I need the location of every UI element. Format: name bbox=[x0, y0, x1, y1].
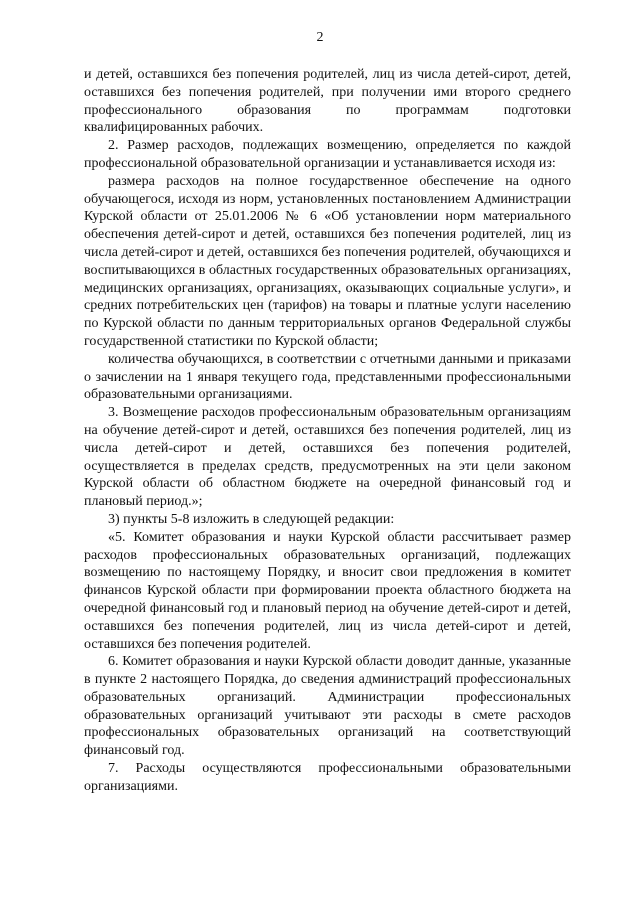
paragraph-amendment-intro: 3) пункты 5-8 изложить в следующей редакции: bbox=[108, 511, 395, 527]
paragraph-continuation: и детей, оставшихся без попечения родителей, лиц из числа детей-сирот, детей, оставшихся без попечения родителей, при получении ими второго среднего профессионального образования по программам подготовки квалифицированных рабочих. bbox=[84, 67, 571, 136]
paragraph-item-2: 2. Размер расходов, подлежащих возмещению, определяется по каждой профессиональной образовательной организации и устанавливается исходя из: bbox=[84, 138, 571, 171]
paragraph-item-3: 3. Возмещение расходов профессиональным образовательным организациям на обучение детей-сирот и детей, оставшихся без попечения родителей, лиц из числа детей-сирот и детей, оставшихся без попечения родителей, осуществляется в пределах средств, предусмотренных на эти цели законом Курской области об областном бюджете на очередной финансовый год и плановый период.»; bbox=[84, 405, 571, 510]
paragraph-expense-size: размера расходов на полное государственное обеспечение на одного обучающегося, исходя из норм, установленных постановлением Администрации Курской области от 25.01.2006 № 6 «Об установлении норм материального обеспечения детей-сирот и детей, оставшихся без попечения родителей, лиц из числа детей-сирот и детей, оставшихся без попечения родителей, обучающихся и воспитывающихся в областных государственных образовательных организациях, медицинских организациях, организациях, оказывающих социальные услуги», и средних потребительских цен (тарифов) на товары и платные услуги населению по Курской области по данным территориальных органов Федеральной службы государственной статистики по Курской области; bbox=[84, 173, 571, 349]
document-body bbox=[84, 66, 571, 796]
paragraph-item-5: «5. Комитет образования и науки Курской области рассчитывает размер расходов профессиональных образовательных организаций, подлежащих возмещению по настоящему Порядку, и вносит свои предложения в комитет финансов Курской области при формировании проекта областного бюджета на очередной финансовый год и плановый период на обучение детей-сирот и детей, оставшихся без попечения родителей, лиц из числа детей-сирот и детей, оставшихся без попечения родителей. bbox=[84, 529, 571, 652]
paragraph-item-7: 7. Расходы осуществляются профессиональными образовательными организациями. bbox=[84, 761, 571, 794]
paragraph-item-6: 6. Комитет образования и науки Курской области доводит данные, указанные в пункте 2 настоящего Порядка, до сведения администраций профессиональных образовательных организаций. Администрации профессиональных образовательных организаций учитывают эти расходы в смете расходов профессиональных образовательных организаций на соответствующий финансовый год. bbox=[84, 654, 571, 759]
page-number: 2 bbox=[316, 30, 324, 45]
paragraph-student-count: количества обучающихся, в соответствии с отчетными данными и приказами о зачислении на 1 января текущего года, представленными профессиональными образовательными организациями. bbox=[84, 351, 571, 403]
